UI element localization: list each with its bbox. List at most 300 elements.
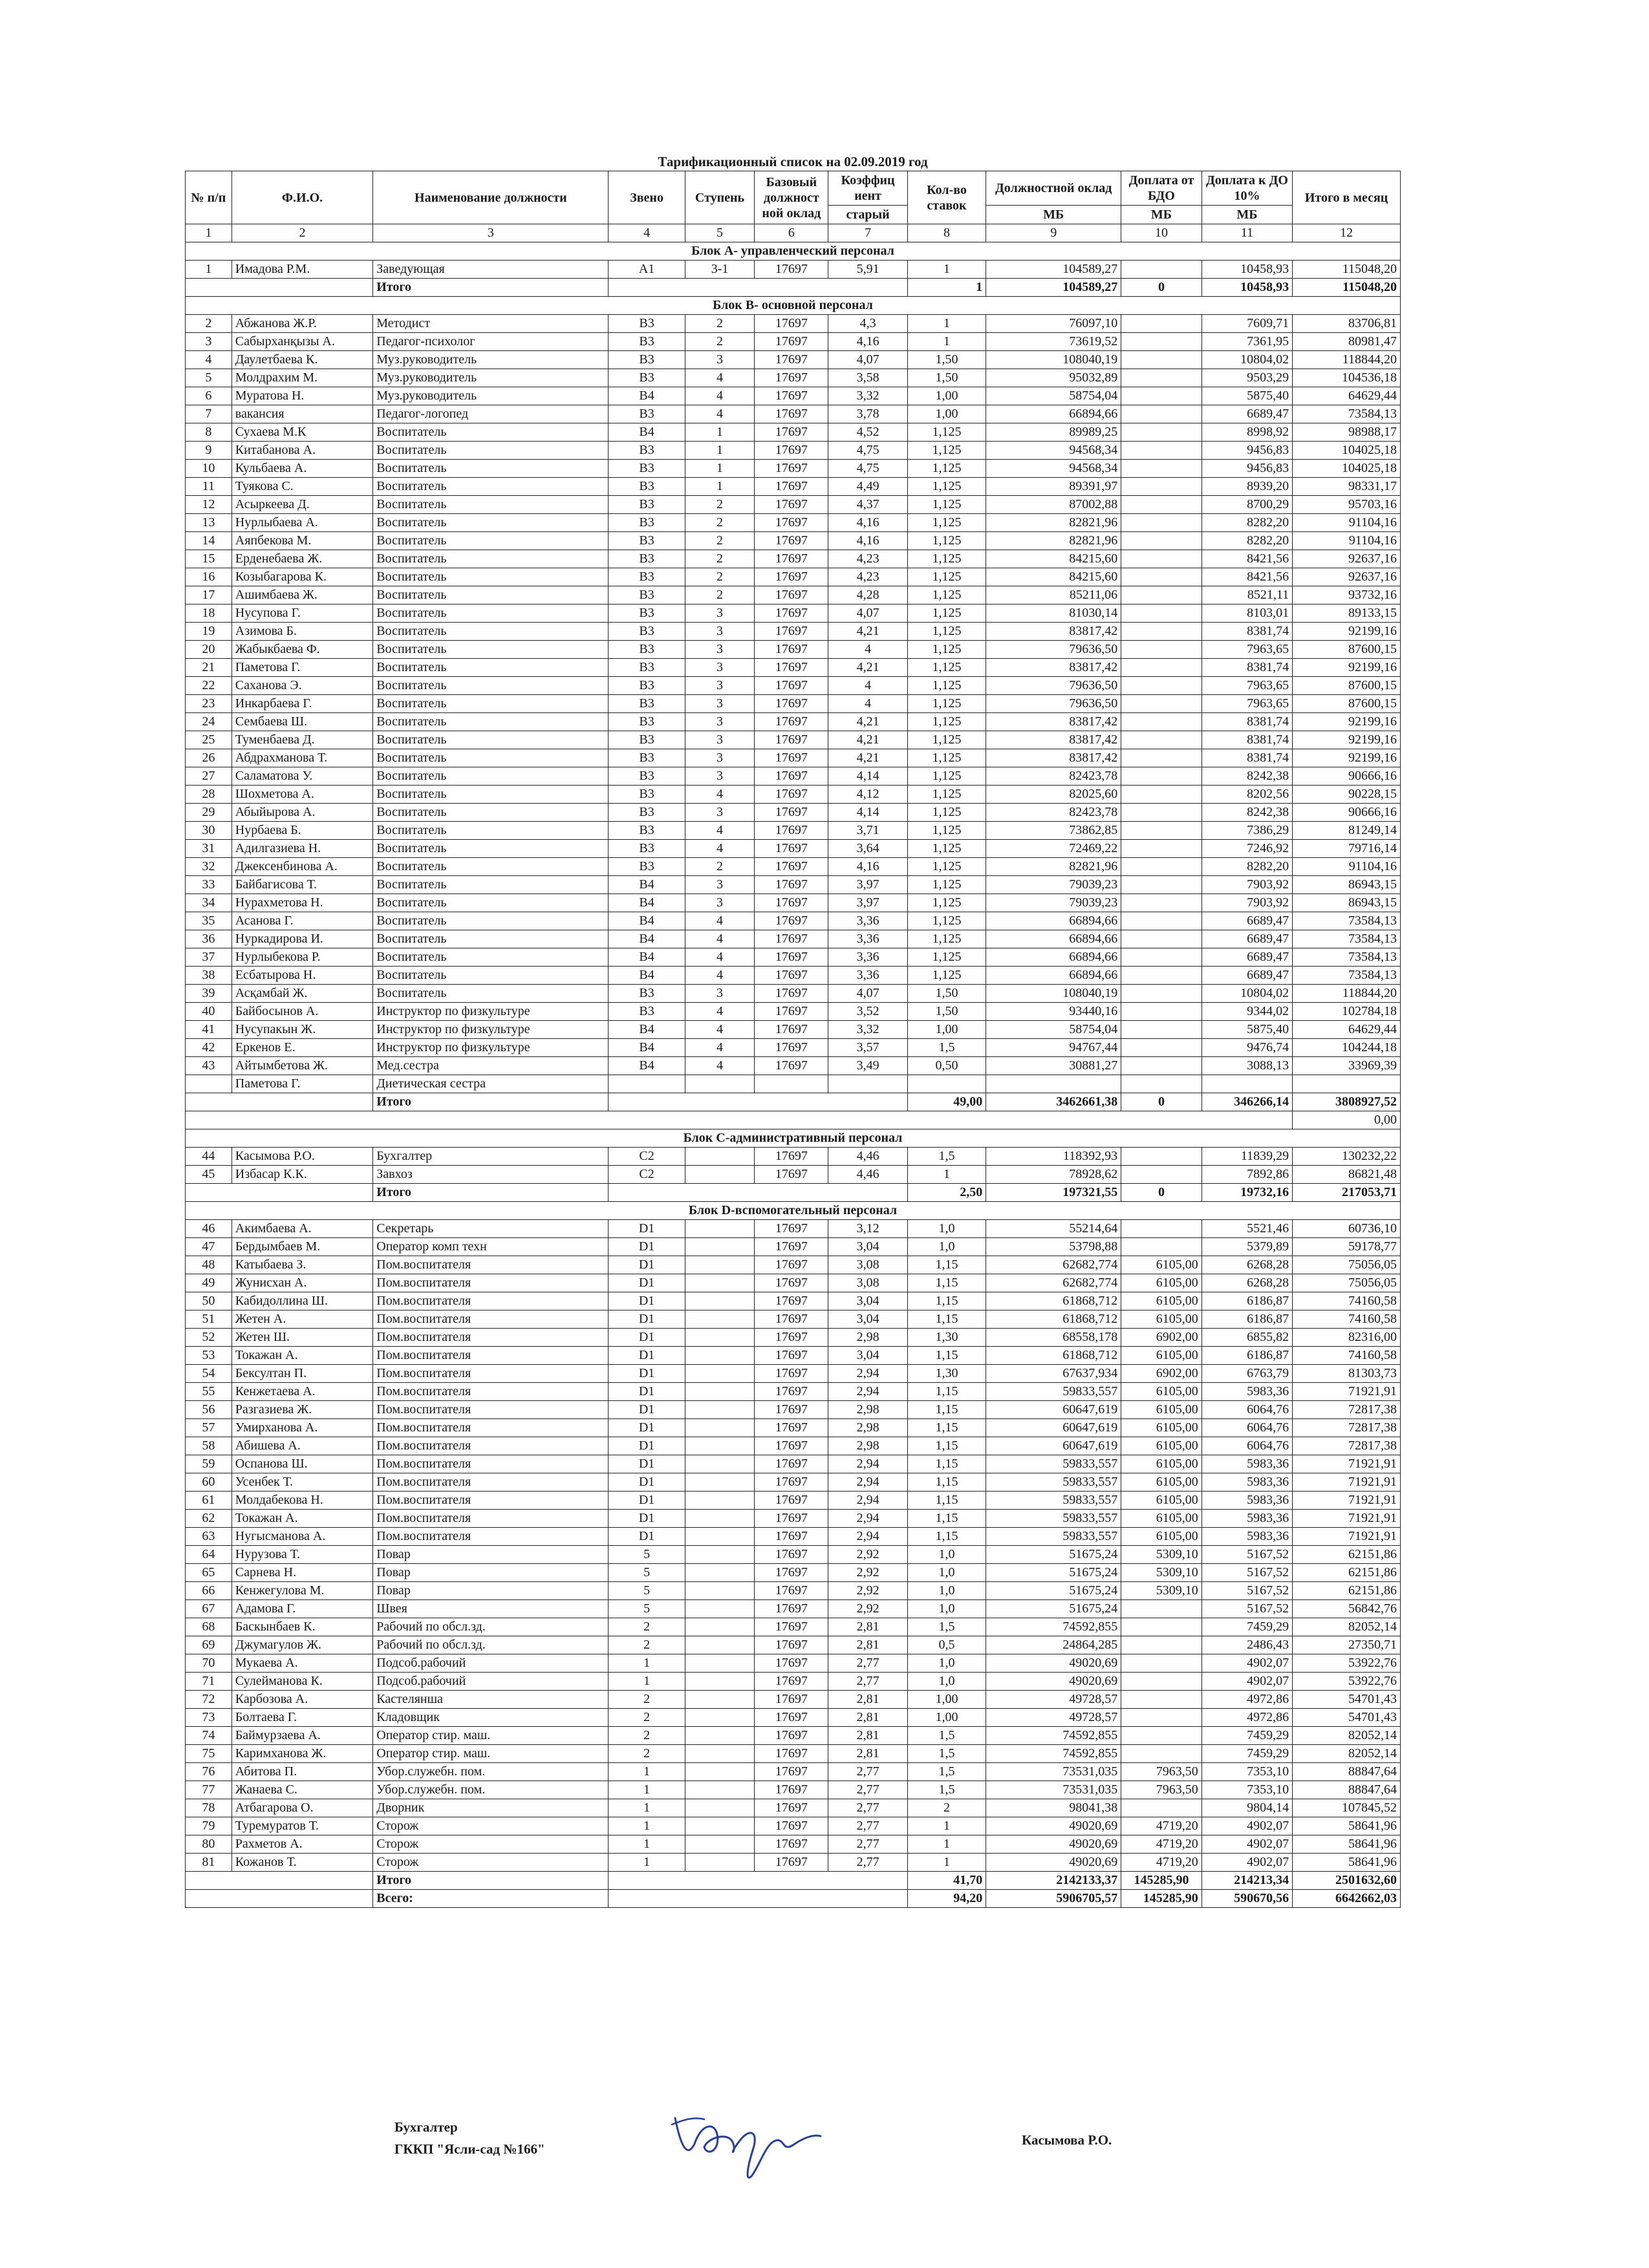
table-cell: Баскынбаев К.	[232, 1618, 373, 1636]
table-cell: 1,0	[907, 1238, 986, 1256]
table-cell: 17697	[755, 369, 828, 387]
table-cell	[685, 1437, 755, 1455]
table-row	[186, 659, 1401, 677]
table-cell	[1121, 442, 1202, 460]
table-cell: 17697	[755, 351, 828, 369]
table-cell: 2,81	[828, 1709, 907, 1727]
table-cell: 5	[609, 1564, 685, 1582]
table-cell: 1,5	[907, 1727, 986, 1745]
table-cell: 33	[186, 876, 232, 894]
table-cell: Воспитатель	[373, 442, 609, 460]
total-blank	[186, 1872, 373, 1890]
table-cell	[1121, 550, 1202, 568]
table-row	[186, 514, 1401, 532]
table-cell: 6105,00	[1121, 1274, 1202, 1292]
total-blank	[186, 279, 373, 297]
table-cell: 9476,74	[1202, 1039, 1292, 1057]
table-cell: 3,04	[828, 1238, 907, 1256]
table-cell: В3	[609, 442, 685, 460]
header-coef-sub: старый	[828, 206, 907, 224]
table-cell: 74592,855	[986, 1745, 1121, 1763]
table-cell: 8242,38	[1202, 804, 1292, 822]
total-blank	[609, 1872, 907, 1890]
table-cell: Абишева А.	[232, 1437, 373, 1455]
table-cell: В4	[609, 912, 685, 930]
table-cell: Дворник	[373, 1799, 609, 1817]
table-cell: 71921,91	[1293, 1473, 1401, 1492]
table-cell: 5379,89	[1202, 1238, 1292, 1256]
table-cell: В3	[609, 623, 685, 641]
table-cell: 4	[828, 695, 907, 713]
table-cell: В3	[609, 713, 685, 731]
table-cell: Абдрахманова Т.	[232, 749, 373, 767]
table-cell: Муз.руководитель	[373, 387, 609, 405]
table-cell: Атбагарова О.	[232, 1799, 373, 1817]
table-cell: В3	[609, 1003, 685, 1021]
table-row	[186, 695, 1401, 713]
total-blank	[186, 1184, 373, 1202]
table-cell: 58754,04	[986, 1021, 1121, 1039]
table-cell: 11839,29	[1202, 1148, 1292, 1166]
table-cell: 59	[186, 1455, 232, 1473]
table-cell: 3088,13	[1202, 1057, 1292, 1075]
table-cell: 17697	[755, 478, 828, 496]
column-number: 2	[232, 224, 373, 242]
table-cell: 6689,47	[1202, 930, 1292, 948]
table-cell: 58754,04	[986, 387, 1121, 405]
table-cell: 1,15	[907, 1311, 986, 1329]
table-row	[186, 1835, 1401, 1854]
table-cell: Инкарбаева Г.	[232, 695, 373, 713]
table-cell: 1,125	[907, 677, 986, 695]
column-number: 9	[986, 224, 1121, 242]
table-row	[186, 1238, 1401, 1256]
table-cell: А1	[609, 261, 685, 279]
table-cell: 0,5	[907, 1636, 986, 1654]
table-cell: 22	[186, 677, 232, 695]
table-cell: Джумагулов Ж.	[232, 1636, 373, 1654]
table-row	[186, 423, 1401, 442]
table-cell: 5167,52	[1202, 1546, 1292, 1564]
table-cell: 41	[186, 1021, 232, 1039]
table-cell: Убор.служебн. пом.	[373, 1763, 609, 1781]
table-cell: 1,125	[907, 804, 986, 822]
table-cell: 17697	[755, 1419, 828, 1437]
table-cell	[1121, 858, 1202, 876]
table-cell: Пом.воспитателя	[373, 1455, 609, 1473]
table-cell: 8	[186, 423, 232, 442]
table-cell: 17697	[755, 1817, 828, 1835]
table-cell: 2,77	[828, 1654, 907, 1673]
table-cell: Аяпбекова М.	[232, 532, 373, 550]
table-cell	[828, 1075, 907, 1093]
table-cell: 83817,42	[986, 659, 1121, 677]
table-cell: 54701,43	[1293, 1709, 1401, 1727]
table-cell: 23	[186, 695, 232, 713]
table-cell: 17697	[755, 1274, 828, 1292]
table-cell: 83817,42	[986, 731, 1121, 749]
table-cell: 17697	[755, 1654, 828, 1673]
table-cell: 3	[685, 804, 755, 822]
header-bdo: Доплата от БДО	[1121, 171, 1202, 206]
table-cell	[1121, 1691, 1202, 1709]
table-row	[186, 1781, 1401, 1799]
total-rates: 49,00	[907, 1093, 986, 1111]
header-do10: Доплата к ДО 10%	[1202, 171, 1292, 206]
table-cell: Пом.воспитателя	[373, 1419, 609, 1437]
table-cell: 2,77	[828, 1673, 907, 1691]
table-cell	[1121, 496, 1202, 514]
table-cell	[1121, 1618, 1202, 1636]
table-cell: Кладовщик	[373, 1709, 609, 1727]
table-cell: 71921,91	[1293, 1528, 1401, 1546]
total-salary: 3462661,38	[986, 1093, 1121, 1111]
table-cell: 17697	[755, 387, 828, 405]
table-cell: D1	[609, 1365, 685, 1383]
table-cell: 2	[685, 586, 755, 604]
table-row	[186, 1636, 1401, 1654]
table-cell: 79716,14	[1293, 840, 1401, 858]
table-cell	[1121, 1039, 1202, 1057]
table-cell: В3	[609, 315, 685, 333]
table-cell: 82821,96	[986, 532, 1121, 550]
table-cell: 1,5	[907, 1781, 986, 1799]
table-cell: Повар	[373, 1546, 609, 1564]
table-cell: Рабочий по обсл.зд.	[373, 1636, 609, 1654]
table-cell: 4,21	[828, 623, 907, 641]
table-cell: Воспитатель	[373, 695, 609, 713]
table-cell: 61868,712	[986, 1311, 1121, 1329]
table-cell: Рабочий по обсл.зд.	[373, 1618, 609, 1636]
table-cell: 73531,035	[986, 1781, 1121, 1799]
table-cell: 49020,69	[986, 1654, 1121, 1673]
table-cell: 115048,20	[1293, 261, 1401, 279]
table-cell: 4902,07	[1202, 1835, 1292, 1854]
table-cell: 5,91	[828, 261, 907, 279]
table-cell: 6105,00	[1121, 1256, 1202, 1274]
table-cell: 2,98	[828, 1329, 907, 1347]
table-cell: В4	[609, 1021, 685, 1039]
table-cell: 1,0	[907, 1582, 986, 1600]
table-cell: 2,81	[828, 1745, 907, 1763]
table-cell: 17697	[755, 423, 828, 442]
table-cell: Жунисхан А.	[232, 1274, 373, 1292]
table-cell	[685, 1528, 755, 1546]
table-cell: 17697	[755, 1473, 828, 1492]
table-cell: Пом.воспитателя	[373, 1437, 609, 1455]
table-cell: 73	[186, 1709, 232, 1727]
table-cell	[1121, 261, 1202, 279]
table-row	[186, 496, 1401, 514]
column-number: 1	[186, 224, 232, 242]
table-cell: 6105,00	[1121, 1311, 1202, 1329]
table-cell: 6105,00	[1121, 1437, 1202, 1455]
table-cell: 1,30	[907, 1329, 986, 1347]
table-cell: 6689,47	[1202, 967, 1292, 985]
table-cell	[685, 1727, 755, 1745]
table-cell: 82423,78	[986, 804, 1121, 822]
table-cell: 17697	[755, 894, 828, 912]
table-cell: 59833,557	[986, 1528, 1121, 1546]
table-cell: 61	[186, 1492, 232, 1510]
table-cell: 17697	[755, 568, 828, 586]
table-cell: 64629,44	[1293, 1021, 1401, 1039]
table-cell: 6186,87	[1202, 1347, 1292, 1365]
table-cell: 14	[186, 532, 232, 550]
table-cell: 73584,13	[1293, 405, 1401, 423]
table-cell: 2,81	[828, 1636, 907, 1654]
table-cell: Абитова П.	[232, 1763, 373, 1781]
table-cell: 4,14	[828, 804, 907, 822]
table-row	[186, 1691, 1401, 1709]
table-cell: 4	[828, 641, 907, 659]
table-cell: 60647,619	[986, 1401, 1121, 1419]
table-cell: В4	[609, 423, 685, 442]
table-cell: 3	[685, 604, 755, 623]
table-cell: 72	[186, 1691, 232, 1709]
table-cell: D1	[609, 1292, 685, 1311]
table-cell: 17697	[755, 460, 828, 478]
total-label: Итого	[373, 1184, 609, 1202]
table-cell: 130232,22	[1293, 1148, 1401, 1166]
table-cell: 1,50	[907, 369, 986, 387]
table-cell: 75	[186, 1745, 232, 1763]
table-cell: В3	[609, 731, 685, 749]
table-row	[186, 1075, 1401, 1093]
table-cell: Касымова Р.О.	[232, 1148, 373, 1166]
table-cell: D1	[609, 1510, 685, 1528]
table-cell: 2,92	[828, 1564, 907, 1582]
table-cell: 4,07	[828, 985, 907, 1003]
table-cell: 60	[186, 1473, 232, 1492]
table-cell: 7609,71	[1202, 315, 1292, 333]
header-name: Ф.И.О.	[232, 171, 373, 224]
table-cell: 3,04	[828, 1347, 907, 1365]
header-coef: Коэффиц иент	[828, 171, 907, 206]
table-cell: 92199,16	[1293, 659, 1401, 677]
table-cell: 2,77	[828, 1817, 907, 1835]
table-cell: 2,81	[828, 1618, 907, 1636]
table-row	[186, 858, 1401, 876]
table-cell: Айтымбетова Ж.	[232, 1057, 373, 1075]
table-cell: Нурахметова Н.	[232, 894, 373, 912]
table-cell: 1,15	[907, 1437, 986, 1455]
table-cell: 82821,96	[986, 858, 1121, 876]
table-cell: 17697	[755, 1492, 828, 1510]
column-number: 10	[1121, 224, 1202, 242]
table-cell: 1,125	[907, 786, 986, 804]
table-cell: 17697	[755, 1238, 828, 1256]
table-cell: Сембаева Ш.	[232, 713, 373, 731]
table-cell: 6	[186, 387, 232, 405]
table-cell: 7963,65	[1202, 677, 1292, 695]
table-cell: Воспитатель	[373, 568, 609, 586]
table-cell: 32	[186, 858, 232, 876]
table-cell: 3	[186, 333, 232, 351]
table-cell: 17697	[755, 1057, 828, 1075]
table-cell: 59833,557	[986, 1510, 1121, 1528]
table-row	[186, 749, 1401, 767]
total-rates: 41,70	[907, 1872, 986, 1890]
table-cell: 9456,83	[1202, 460, 1292, 478]
table-cell: 2,77	[828, 1763, 907, 1781]
table-cell: Воспитатель	[373, 550, 609, 568]
table-cell: 62151,86	[1293, 1582, 1401, 1600]
table-cell: С2	[609, 1148, 685, 1166]
table-cell: 71921,91	[1293, 1455, 1401, 1473]
block-title: Блок D-вспомогательный персонал	[186, 1202, 1401, 1220]
table-row	[186, 1528, 1401, 1546]
table-cell: 10	[186, 460, 232, 478]
table-cell: Жанаева С.	[232, 1781, 373, 1799]
table-cell: 1,15	[907, 1492, 986, 1510]
table-cell	[907, 1075, 986, 1093]
table-row	[186, 1455, 1401, 1473]
table-cell: 6268,28	[1202, 1274, 1292, 1292]
table-cell	[685, 1618, 755, 1636]
table-cell: В4	[609, 876, 685, 894]
table-cell: 4,3	[828, 315, 907, 333]
table-cell: 71921,91	[1293, 1510, 1401, 1528]
total-rates: 2,50	[907, 1184, 986, 1202]
table-cell: 8381,74	[1202, 659, 1292, 677]
table-cell: 24864,285	[986, 1636, 1121, 1654]
table-cell: 17697	[755, 1691, 828, 1709]
table-cell: Шохметова А.	[232, 786, 373, 804]
table-cell: 91104,16	[1293, 514, 1401, 532]
table-cell	[685, 1365, 755, 1383]
table-cell	[1121, 478, 1202, 496]
table-cell: 92199,16	[1293, 623, 1401, 641]
table-cell: Пом.воспитателя	[373, 1347, 609, 1365]
table-cell: 72817,38	[1293, 1419, 1401, 1437]
table-cell: 17697	[755, 1673, 828, 1691]
table-cell: 59178,77	[1293, 1238, 1401, 1256]
table-cell: В3	[609, 840, 685, 858]
table-cell: 3	[685, 713, 755, 731]
table-cell	[685, 1292, 755, 1311]
table-cell: 45	[186, 1166, 232, 1184]
table-cell: 17697	[755, 1365, 828, 1383]
table-cell: 1,00	[907, 405, 986, 423]
table-cell: В3	[609, 460, 685, 478]
table-cell	[1121, 351, 1202, 369]
table-cell: 4	[685, 786, 755, 804]
table-cell: 4,21	[828, 749, 907, 767]
table-cell: 17697	[755, 822, 828, 840]
total-bdo: 0	[1121, 279, 1202, 297]
table-cell: 17697	[755, 786, 828, 804]
table-cell: 74	[186, 1727, 232, 1745]
table-cell	[685, 1347, 755, 1365]
table-cell: 17697	[755, 985, 828, 1003]
table-cell: 17697	[755, 1347, 828, 1365]
table-cell: 64629,44	[1293, 387, 1401, 405]
table-cell	[685, 1781, 755, 1799]
table-cell: 5	[186, 369, 232, 387]
table-cell: В3	[609, 514, 685, 532]
table-cell: С2	[609, 1166, 685, 1184]
table-cell: 17697	[755, 1455, 828, 1473]
table-cell: 17697	[755, 948, 828, 967]
table-cell: 10804,02	[1202, 351, 1292, 369]
table-row	[186, 894, 1401, 912]
table-cell: 53922,76	[1293, 1654, 1401, 1673]
table-cell: В3	[609, 677, 685, 695]
table-cell: Кожанов Т.	[232, 1854, 373, 1872]
block-total-row	[186, 279, 1401, 297]
table-cell: В4	[609, 967, 685, 985]
table-cell: Кульбаева А.	[232, 460, 373, 478]
table-row	[186, 1437, 1401, 1455]
table-cell: 89391,97	[986, 478, 1121, 496]
table-cell: 4972,86	[1202, 1709, 1292, 1727]
table-cell: 39	[186, 985, 232, 1003]
table-cell: 4	[685, 840, 755, 858]
table-cell	[685, 1799, 755, 1817]
table-cell: 51675,24	[986, 1600, 1121, 1618]
table-cell: 56	[186, 1401, 232, 1419]
table-cell: 7353,10	[1202, 1763, 1292, 1781]
table-cell: 4,75	[828, 460, 907, 478]
table-cell: Оператор стир. маш.	[373, 1745, 609, 1763]
table-row	[186, 985, 1401, 1003]
table-cell: 80981,47	[1293, 333, 1401, 351]
table-cell: 85211,06	[986, 586, 1121, 604]
table-cell	[1121, 1220, 1202, 1238]
table-cell: 1,0	[907, 1654, 986, 1673]
column-number: 6	[755, 224, 828, 242]
table-cell: 90228,15	[1293, 786, 1401, 804]
table-cell: 69	[186, 1636, 232, 1654]
total-salary: 2142133,37	[986, 1872, 1121, 1890]
table-cell	[685, 1148, 755, 1166]
table-row	[186, 1817, 1401, 1835]
table-cell: 1	[609, 1673, 685, 1691]
table-cell: Акимбаева А.	[232, 1220, 373, 1238]
table-row	[186, 1057, 1401, 1075]
table-cell: 33969,39	[1293, 1057, 1401, 1075]
table-cell: 31	[186, 840, 232, 858]
table-cell: 17697	[755, 1039, 828, 1057]
table-cell: 4	[186, 351, 232, 369]
table-cell: 4902,07	[1202, 1673, 1292, 1691]
table-cell: 42	[186, 1039, 232, 1057]
total-rates: 1	[907, 279, 986, 297]
table-cell: 5875,40	[1202, 387, 1292, 405]
table-cell: 4972,86	[1202, 1691, 1292, 1709]
column-number: 7	[828, 224, 907, 242]
table-row	[186, 532, 1401, 550]
table-cell: 5	[609, 1546, 685, 1564]
table-cell: Молдрахим М.	[232, 369, 373, 387]
table-cell: D1	[609, 1329, 685, 1347]
table-cell: 4,37	[828, 496, 907, 514]
table-cell: D1	[609, 1311, 685, 1329]
table-cell: 4902,07	[1202, 1854, 1292, 1872]
table-cell: 17697	[755, 586, 828, 604]
table-cell	[1121, 641, 1202, 659]
table-cell: Китабанова А.	[232, 442, 373, 460]
table-cell: 4,21	[828, 659, 907, 677]
table-row	[186, 1727, 1401, 1745]
table-cell	[1121, 912, 1202, 930]
table-cell: 10804,02	[1202, 985, 1292, 1003]
table-cell: D1	[609, 1492, 685, 1510]
grand-total-salary: 5906705,57	[986, 1890, 1121, 1908]
table-cell: Инструктор по физкультуре	[373, 1003, 609, 1021]
table-cell	[1121, 1654, 1202, 1673]
